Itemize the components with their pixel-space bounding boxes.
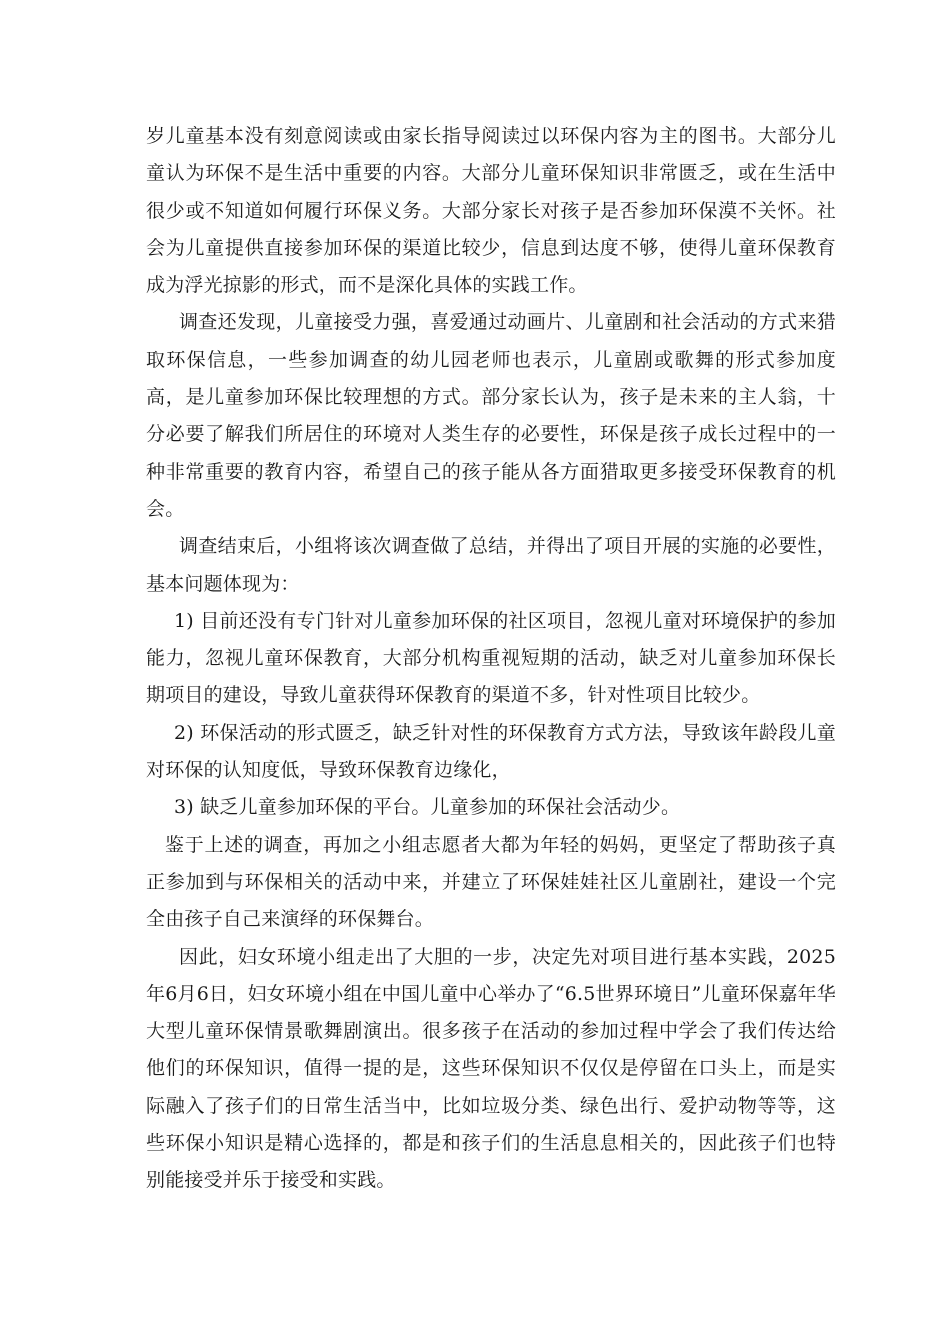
- list-item-problem-2: 2) 环保活动的形式匮乏，缺乏针对性的环保教育方式方法，导致该年龄段儿童对环保的认知度低，导致环保教育边缘化，: [146, 721, 836, 782]
- paragraph-survey-summary: 调查结束后，小组将该次调查做了总结，并得出了项目开展的实施的必要性，基本问题体现为：: [146, 535, 836, 595]
- list-item-problem-3: 3) 缺乏儿童参加环保的平台。儿童参加的环保社会活动少。: [174, 796, 681, 819]
- paragraph-environment-day-event: 因此，妇女环境小组走出了大胆的一步，决定先对项目进行基本实践，2025年6月6日，妇女环境小组在中国儿童中心举办了“6.5世界环境日”儿童环保嘉年华大型儿童环保情景歌舞剧演出。很多孩子在活动的参加过程中学会了我们传达给他们的环保知识，值得一提的是，这些环保知识不仅仅是停留在口头上，而是实际融入了孩子们的日常生活当中，比如垃圾分类、绿色出行、爱护动物等等，这些环保小知识是精心选择的，都是和孩子们的生活息息相关的，因此孩子们也特别能接受并乐于接受和实践。: [146, 945, 836, 1192]
- paragraph-survey-discovery: 调查还发现，儿童接受力强，喜爱通过动画片、儿童剧和社会活动的方式来猎取环保信息，一些参加调查的幼儿园老师也表示，儿童剧或歌舞的形式参加度高，是儿童参加环保比较理想的方式。部分家长认为，孩子是未来的主人翁，十分必要了解我们所居住的环境对人类生存的必要性，环保是孩子成长过程中的一种非常重要的教育内容，希望自己的孩子能从各方面猎取更多接受环保教育的机会。: [146, 311, 836, 520]
- document-body: [146, 118, 836, 1200]
- paragraph-survey-findings: 岁儿童基本没有刻意阅读或由家长指导阅读过以环保内容为主的图书。大部分儿童认为环保不是生活中重要的内容。大部分儿童环保知识非常匮乏，或在生活中很少或不知道如何履行环保义务。大部分家长对孩子是否参加环保漠不关怀。社会为儿童提供直接参加环保的渠道比较少，信息到达度不够，使得儿童环保教育成为浮光掠影的形式，而不是深化具体的实践工作。: [146, 125, 836, 297]
- list-item-problem-1: 1) 目前还没有专门针对儿童参加环保的社区项目，忽视儿童对环境保护的参加能力，忽视儿童环保教育，大部分机构重视短期的活动，缺乏对儿童参加环保长期项目的建设，导致儿童获得环保教育的渠道不多，针对性项目比较少。: [146, 609, 836, 707]
- paragraph-troupe-founding: 鉴于上述的调查，再加之小组志愿者大都为年轻的妈妈，更坚定了帮助孩子真正参加到与环保相关的活动中来，并建立了环保娃娃社区儿童剧社，建设一个完全由孩子自己来演绎的环保舞台。: [146, 833, 836, 931]
